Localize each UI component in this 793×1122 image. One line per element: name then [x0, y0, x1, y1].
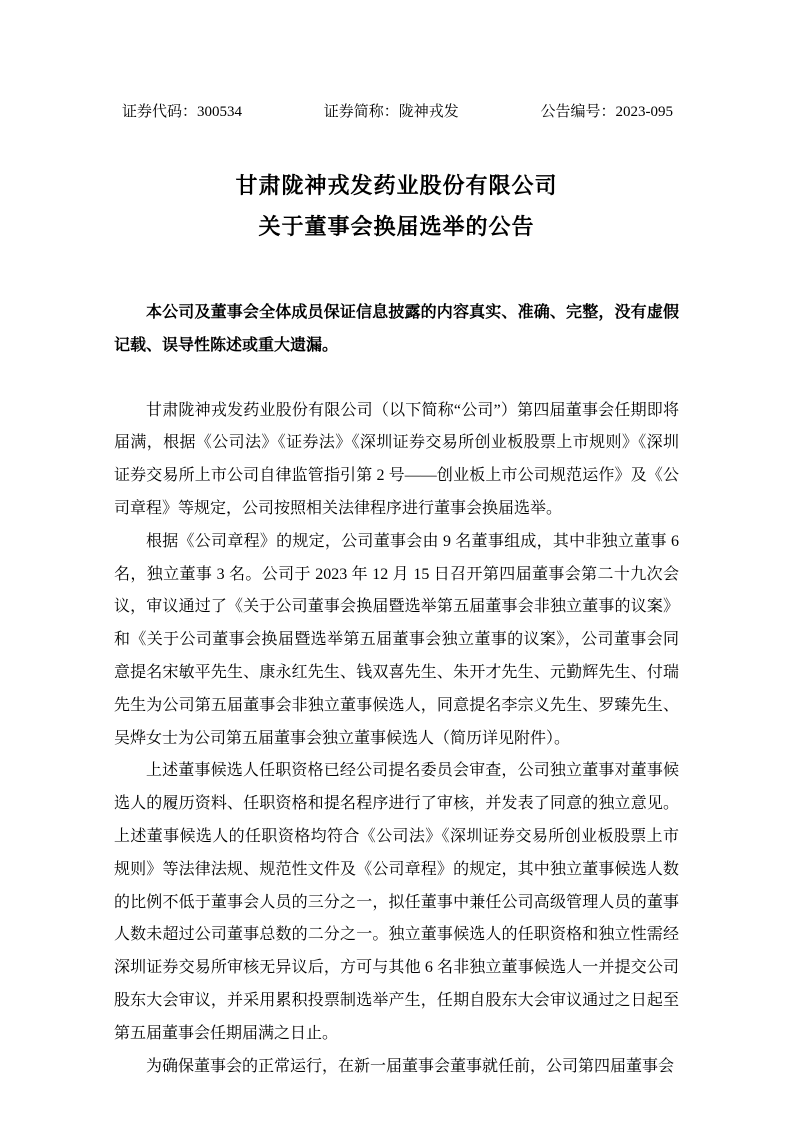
- paragraph-election-basis: 甘肃陇神戎发药业股份有限公司（以下简称“公司”）第四届董事会任期即将届满，根据《公司法》《证券法》《深圳证券交易所创业板股票上市规则》《深圳证券交易所上市公司自律监管指引第 2 号——创业板上市公司规范运作》及《公司章程》等规定，公司按照相关法律程序进行董事会换届选举。: [114, 401, 679, 517]
- stock-code: 证券代码：300534: [122, 104, 243, 120]
- disclaimer-statement: 本公司及董事会全体成员保证信息披露的内容真实、准确、完整，没有虚假记载、误导性陈述或重大遗漏。: [114, 304, 679, 354]
- paragraph-candidate-nomination: 根据《公司章程》的规定，公司董事会由 9 名董事组成，其中非独立董事 6 名，独立董事 3 名。公司于 2023 年 12 月 15 日召开第四届董事会第二十九次会议，审议通过了《关于公司董事会换届暨选举第五届董事会非独立董事的议案》和《关于公司董事会换届暨选举第五届董事会独立董事的议案》，公司董事会同意提名宋敏平先生、康永红先生、钱双喜先生、朱开才先生、元勤辉先生、付瑞先生为公司第五届董事会非独立董事候选人，同意提名李宗义先生、罗臻先生、吴烨女士为公司第五届董事会独立董事候选人（简历详见附件）。: [114, 532, 679, 747]
- announcement-number: 公告编号：2023-095: [540, 104, 673, 120]
- document-header: [122, 100, 673, 121]
- stock-short-name: 证券简称：陇神戎发: [323, 104, 459, 120]
- paragraph-qualification-review: 上述董事候选人任职资格已经公司提名委员会审查，公司独立董事对董事候选人的履历资料、任职资格和提名程序进行了审核，并发表了同意的独立意见。上述董事候选人的任职资格均符合《公司法》《深圳证券交易所创业板股票上市规则》等法律法规、规范性文件及《公司章程》的规定，其中独立董事候选人数的比例不低于董事会人员的三分之一，拟任董事中兼任公司高级管理人员的董事人数未超过公司董事总数的二分之一。独立董事候选人的任职资格和独立性需经深圳证券交易所审核无异议后，方可与其他 6 名非独立董事候选人一并提交公司股东大会审议，并采用累积投票制选举产生，任期自股东大会审议通过之日起至第五届董事会任期届满之日止。: [114, 762, 679, 1042]
- announcement-title: 关于董事会换届选举的公告: [258, 214, 535, 239]
- paragraph-transition-note: 为确保董事会的正常运行，在新一届董事会董事就任前，公司第四届董事会: [146, 1057, 675, 1075]
- company-name-title: 甘肃陇神戎发药业股份有限公司: [235, 173, 558, 198]
